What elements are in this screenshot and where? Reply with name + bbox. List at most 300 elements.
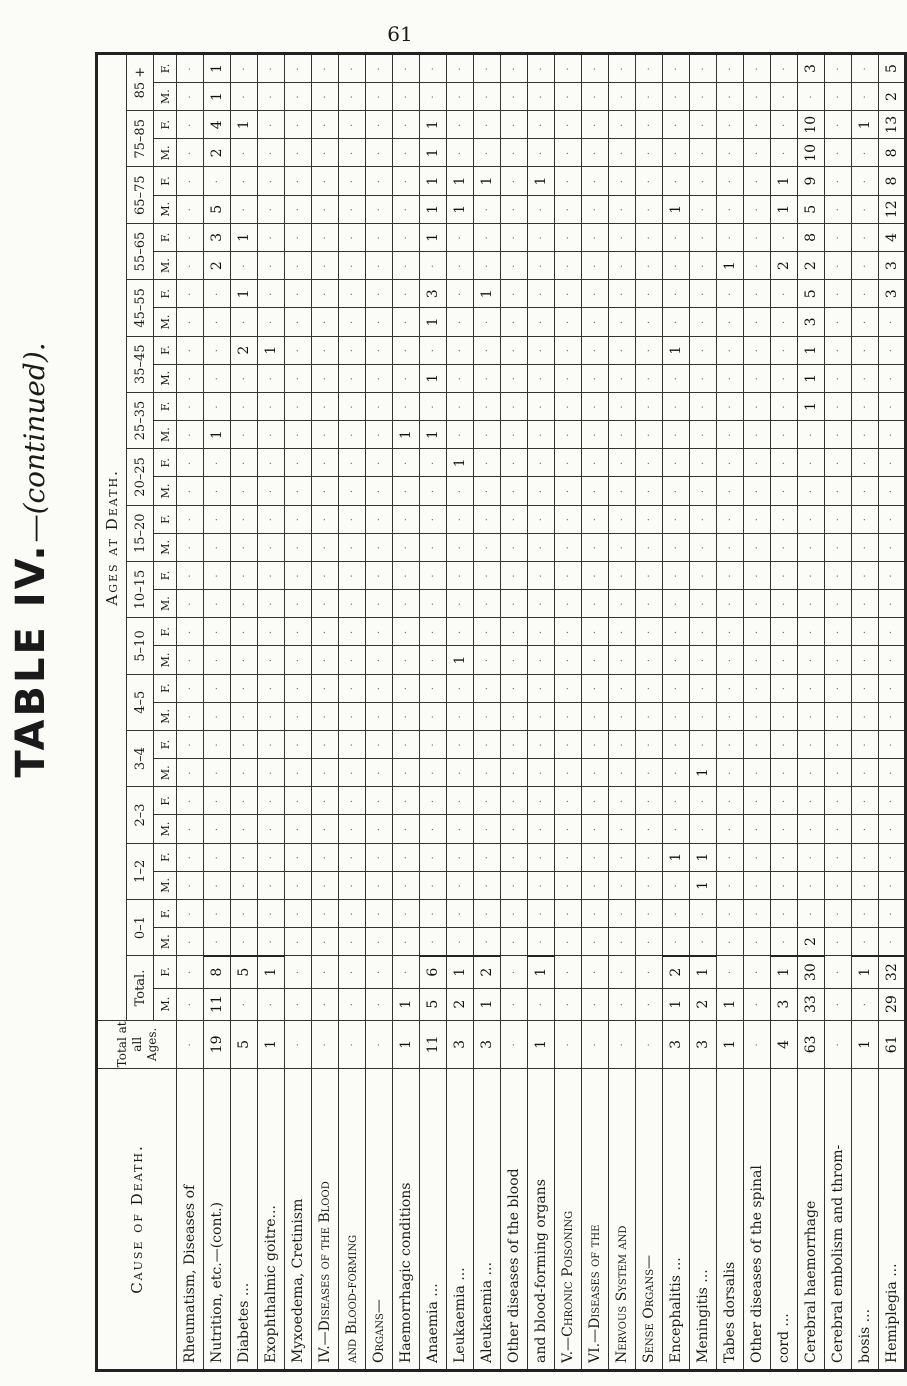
age-male-cell: ·: [609, 82, 636, 110]
age-male-cell: ·: [663, 364, 690, 392]
age-female-cell: ·: [555, 449, 582, 477]
female-header: F.: [154, 674, 177, 702]
age-female-cell: ·: [582, 280, 609, 308]
age-male-cell: ·: [825, 421, 852, 449]
age-female-cell: ·: [582, 111, 609, 139]
age-female-cell: ·: [285, 111, 312, 139]
age-male-cell: ·: [177, 533, 204, 561]
age-female-cell: ·: [771, 618, 798, 646]
age-female-cell: ·: [501, 336, 528, 364]
age-male-cell: ·: [555, 590, 582, 618]
age-female-cell: ·: [825, 899, 852, 927]
age-male-cell: ·: [582, 759, 609, 787]
age-female-cell: ·: [690, 899, 717, 927]
age-female-cell: ·: [366, 54, 393, 83]
age-male-cell: ·: [366, 364, 393, 392]
age-male-cell: ·: [177, 590, 204, 618]
age-female-cell: 1: [690, 843, 717, 871]
age-female-cell: 1: [447, 449, 474, 477]
age-male-cell: ·: [717, 195, 744, 223]
age-female-cell: ·: [312, 449, 339, 477]
age-male-cell: ·: [852, 646, 879, 674]
age-male-cell: ·: [501, 533, 528, 561]
table-row: [231, 54, 258, 1371]
age-male-cell: ·: [447, 252, 474, 280]
age-female-cell: ·: [825, 843, 852, 871]
total-all-ages-cell: 63: [798, 1020, 825, 1068]
age-female-cell: ·: [852, 787, 879, 815]
age-female-cell: ·: [582, 730, 609, 758]
age-female-cell: ·: [555, 674, 582, 702]
age-male-cell: ·: [690, 590, 717, 618]
age-female-cell: ·: [852, 167, 879, 195]
age-female-cell: ·: [555, 111, 582, 139]
age-female-cell: ·: [879, 787, 906, 815]
age-female-cell: ·: [366, 111, 393, 139]
age-female-cell: ·: [717, 449, 744, 477]
total-female-cell: ·: [717, 956, 744, 988]
age-male-cell: ·: [204, 646, 231, 674]
age-female-cell: ·: [447, 223, 474, 251]
age-male-cell: ·: [825, 364, 852, 392]
age-female-cell: ·: [663, 618, 690, 646]
age-range-header: 10–15: [127, 561, 154, 617]
age-female-cell: ·: [501, 167, 528, 195]
total-all-ages-cell: ·: [312, 1020, 339, 1068]
age-female-cell: ·: [258, 730, 285, 758]
age-female-cell: ·: [717, 280, 744, 308]
age-female-cell: ·: [744, 787, 771, 815]
age-female-cell: ·: [690, 336, 717, 364]
age-female-cell: 8: [879, 167, 906, 195]
age-male-cell: ·: [474, 759, 501, 787]
age-male-cell: ·: [879, 702, 906, 730]
cause-cell: Diabetes ...: [231, 1069, 258, 1371]
age-female-cell: ·: [690, 618, 717, 646]
age-male-cell: ·: [177, 646, 204, 674]
age-female-cell: ·: [636, 674, 663, 702]
age-female-cell: ·: [312, 730, 339, 758]
age-male-cell: ·: [717, 533, 744, 561]
total-female-cell: ·: [285, 956, 312, 988]
age-male-cell: ·: [258, 364, 285, 392]
age-male-cell: ·: [528, 759, 555, 787]
age-range-header: 45–55: [127, 280, 154, 336]
table-row: [312, 54, 339, 1371]
age-female-cell: ·: [555, 787, 582, 815]
age-female-cell: ·: [393, 618, 420, 646]
age-female-cell: ·: [285, 730, 312, 758]
age-female-cell: ·: [420, 843, 447, 871]
age-male-cell: ·: [663, 252, 690, 280]
age-male-cell: ·: [744, 421, 771, 449]
age-male-cell: ·: [555, 759, 582, 787]
age-female-cell: ·: [258, 54, 285, 83]
age-female-cell: ·: [258, 223, 285, 251]
age-male-cell: ·: [231, 477, 258, 505]
age-male-cell: 1: [798, 364, 825, 392]
age-male-cell: ·: [636, 928, 663, 956]
age-male-cell: ·: [879, 759, 906, 787]
age-male-cell: ·: [690, 82, 717, 110]
age-female-cell: ·: [258, 449, 285, 477]
age-female-cell: ·: [285, 336, 312, 364]
age-female-cell: ·: [312, 843, 339, 871]
age-male-cell: ·: [879, 871, 906, 899]
age-male-cell: 1: [204, 421, 231, 449]
cause-cell: Other diseases of the spinal: [744, 1069, 771, 1371]
age-male-cell: ·: [177, 195, 204, 223]
age-female-cell: ·: [420, 505, 447, 533]
male-header: M.: [154, 139, 177, 167]
total-male-cell: 1: [474, 988, 501, 1020]
mortality-table: [95, 52, 907, 1372]
age-male-cell: ·: [636, 139, 663, 167]
age-male-cell: ·: [636, 308, 663, 336]
age-male-cell: ·: [744, 759, 771, 787]
total-female-cell: ·: [312, 956, 339, 988]
age-female-cell: 10: [798, 111, 825, 139]
age-female-cell: ·: [825, 449, 852, 477]
age-female-cell: ·: [312, 787, 339, 815]
age-female-cell: 1: [231, 280, 258, 308]
age-male-cell: ·: [258, 421, 285, 449]
age-male-cell: ·: [717, 871, 744, 899]
age-male-cell: ·: [366, 533, 393, 561]
age-female-cell: ·: [879, 392, 906, 420]
age-female-cell: ·: [609, 505, 636, 533]
age-female-cell: ·: [852, 730, 879, 758]
age-male-cell: ·: [717, 421, 744, 449]
age-male-cell: ·: [447, 590, 474, 618]
age-female-cell: ·: [636, 787, 663, 815]
age-female-cell: ·: [204, 843, 231, 871]
age-female-cell: ·: [258, 561, 285, 589]
age-male-cell: ·: [258, 252, 285, 280]
age-female-cell: 4: [204, 111, 231, 139]
age-male-cell: ·: [744, 82, 771, 110]
age-male-cell: ·: [339, 139, 366, 167]
total-male-cell: ·: [636, 988, 663, 1020]
age-female-cell: ·: [798, 561, 825, 589]
age-female-cell: ·: [717, 843, 744, 871]
age-male-cell: ·: [474, 421, 501, 449]
age-female-cell: ·: [177, 392, 204, 420]
age-female-cell: ·: [609, 392, 636, 420]
age-male-cell: ·: [528, 195, 555, 223]
age-female-cell: ·: [501, 223, 528, 251]
total-all-ages-cell: ·: [609, 1020, 636, 1068]
age-range-header: 55–65: [127, 223, 154, 279]
male-header: M.: [154, 988, 177, 1020]
age-male-cell: 1: [420, 195, 447, 223]
age-female-cell: ·: [636, 505, 663, 533]
age-male-cell: ·: [690, 477, 717, 505]
age-male-cell: ·: [312, 590, 339, 618]
age-male-cell: ·: [447, 364, 474, 392]
age-female-cell: ·: [609, 111, 636, 139]
total-all-ages-cell: 1: [258, 1020, 285, 1068]
age-female-cell: ·: [501, 505, 528, 533]
age-range-header: 4–5: [127, 674, 154, 730]
age-male-cell: ·: [717, 477, 744, 505]
age-female-cell: ·: [582, 561, 609, 589]
age-female-cell: 13: [879, 111, 906, 139]
age-female-cell: ·: [339, 843, 366, 871]
age-female-cell: 1: [258, 336, 285, 364]
age-female-cell: ·: [204, 618, 231, 646]
age-male-cell: ·: [447, 815, 474, 843]
age-female-cell: ·: [231, 787, 258, 815]
age-female-cell: ·: [636, 843, 663, 871]
age-male-cell: ·: [771, 928, 798, 956]
age-female-cell: ·: [690, 730, 717, 758]
age-female-cell: ·: [528, 505, 555, 533]
age-male-cell: ·: [501, 308, 528, 336]
age-female-cell: ·: [339, 561, 366, 589]
age-male-cell: 1: [420, 139, 447, 167]
age-male-cell: ·: [447, 82, 474, 110]
age-male-cell: ·: [231, 82, 258, 110]
age-male-cell: ·: [366, 646, 393, 674]
age-female-cell: ·: [177, 787, 204, 815]
age-female-cell: ·: [177, 280, 204, 308]
age-male-cell: ·: [879, 928, 906, 956]
cause-cell: Hemiplegia ...: [879, 1069, 906, 1371]
age-female-cell: ·: [177, 843, 204, 871]
age-female-cell: ·: [717, 223, 744, 251]
age-female-cell: ·: [177, 505, 204, 533]
age-male-cell: ·: [393, 646, 420, 674]
age-male-cell: ·: [285, 477, 312, 505]
age-female-cell: ·: [582, 899, 609, 927]
age-male-cell: 12: [879, 195, 906, 223]
age-male-cell: ·: [312, 928, 339, 956]
age-female-cell: ·: [420, 336, 447, 364]
age-male-cell: ·: [366, 252, 393, 280]
age-female-cell: ·: [609, 787, 636, 815]
age-female-cell: ·: [555, 336, 582, 364]
age-male-cell: ·: [258, 477, 285, 505]
age-male-cell: ·: [285, 139, 312, 167]
age-male-cell: ·: [852, 82, 879, 110]
age-male-cell: ·: [717, 702, 744, 730]
age-female-cell: ·: [420, 787, 447, 815]
age-male-cell: ·: [366, 308, 393, 336]
age-female-cell: ·: [420, 392, 447, 420]
age-female-cell: ·: [393, 167, 420, 195]
age-male-cell: ·: [420, 646, 447, 674]
age-female-cell: ·: [690, 505, 717, 533]
age-female-cell: ·: [339, 280, 366, 308]
age-female-cell: 1: [474, 280, 501, 308]
total-female-cell: 30: [798, 956, 825, 988]
age-female-cell: ·: [744, 505, 771, 533]
age-male-cell: ·: [285, 590, 312, 618]
age-female-cell: ·: [555, 618, 582, 646]
age-male-cell: ·: [528, 82, 555, 110]
age-male-cell: ·: [231, 195, 258, 223]
total-all-ages-cell: 5: [231, 1020, 258, 1068]
age-male-cell: ·: [825, 759, 852, 787]
age-male-cell: ·: [366, 82, 393, 110]
age-male-cell: ·: [231, 815, 258, 843]
total-female-cell: 1: [258, 956, 285, 988]
total-female-cell: 1: [690, 956, 717, 988]
total-male-cell: ·: [582, 988, 609, 1020]
table-row: [528, 54, 555, 1371]
age-female-cell: ·: [879, 561, 906, 589]
age-female-cell: ·: [636, 54, 663, 83]
age-female-cell: ·: [366, 392, 393, 420]
age-male-cell: ·: [717, 139, 744, 167]
age-male-cell: ·: [582, 139, 609, 167]
age-male-cell: ·: [447, 928, 474, 956]
age-female-cell: ·: [339, 787, 366, 815]
age-female-cell: ·: [393, 449, 420, 477]
male-header: M.: [154, 421, 177, 449]
age-male-cell: ·: [636, 421, 663, 449]
age-female-cell: ·: [744, 392, 771, 420]
age-male-cell: ·: [366, 421, 393, 449]
total-female-cell: ·: [177, 956, 204, 988]
age-female-cell: ·: [285, 561, 312, 589]
age-female-cell: ·: [717, 899, 744, 927]
age-male-cell: ·: [825, 590, 852, 618]
age-female-cell: ·: [609, 167, 636, 195]
age-female-cell: ·: [879, 336, 906, 364]
age-female-cell: 1: [663, 843, 690, 871]
age-female-cell: ·: [447, 280, 474, 308]
age-male-cell: ·: [312, 646, 339, 674]
total-male-cell: ·: [744, 988, 771, 1020]
age-female-cell: ·: [474, 730, 501, 758]
age-male-cell: ·: [798, 702, 825, 730]
age-female-cell: ·: [339, 392, 366, 420]
age-male-cell: ·: [609, 252, 636, 280]
total-all-ages-cell: ·: [339, 1020, 366, 1068]
age-female-cell: ·: [366, 730, 393, 758]
age-male-cell: ·: [501, 139, 528, 167]
age-male-cell: ·: [582, 477, 609, 505]
table-row: [771, 54, 798, 1371]
age-female-cell: ·: [366, 505, 393, 533]
age-female-cell: ·: [690, 561, 717, 589]
age-male-cell: ·: [609, 364, 636, 392]
age-range-header: 85 +: [127, 54, 154, 111]
age-female-cell: ·: [555, 54, 582, 83]
age-male-cell: ·: [528, 308, 555, 336]
age-female-cell: ·: [177, 449, 204, 477]
age-male-cell: ·: [744, 139, 771, 167]
age-male-cell: ·: [420, 815, 447, 843]
age-male-cell: ·: [393, 702, 420, 730]
age-female-cell: ·: [609, 223, 636, 251]
age-male-cell: 2: [798, 928, 825, 956]
age-male-cell: ·: [258, 533, 285, 561]
age-female-cell: ·: [771, 899, 798, 927]
age-male-cell: ·: [393, 195, 420, 223]
age-male-cell: ·: [852, 702, 879, 730]
age-female-cell: ·: [420, 899, 447, 927]
age-male-cell: ·: [393, 82, 420, 110]
age-female-cell: ·: [798, 730, 825, 758]
age-female-cell: ·: [609, 280, 636, 308]
age-male-cell: ·: [852, 871, 879, 899]
age-male-cell: ·: [555, 139, 582, 167]
age-male-cell: ·: [582, 533, 609, 561]
age-female-cell: ·: [609, 843, 636, 871]
cause-cell: Myxoedema, Cretinism: [285, 1069, 312, 1371]
age-male-cell: ·: [798, 533, 825, 561]
age-male-cell: ·: [420, 477, 447, 505]
age-female-cell: ·: [393, 899, 420, 927]
total-all-ages-cell: 11: [420, 1020, 447, 1068]
age-male-cell: ·: [582, 82, 609, 110]
age-male-cell: ·: [690, 308, 717, 336]
age-female-cell: ·: [663, 561, 690, 589]
age-female-cell: ·: [366, 336, 393, 364]
age-female-cell: ·: [663, 505, 690, 533]
age-male-cell: ·: [717, 590, 744, 618]
age-female-cell: ·: [798, 674, 825, 702]
age-female-cell: ·: [582, 674, 609, 702]
age-female-cell: ·: [825, 505, 852, 533]
age-male-cell: ·: [771, 477, 798, 505]
age-male-cell: ·: [690, 928, 717, 956]
age-male-cell: ·: [825, 195, 852, 223]
age-male-cell: ·: [393, 364, 420, 392]
age-female-cell: ·: [501, 843, 528, 871]
age-male-cell: ·: [258, 702, 285, 730]
table-row: [798, 54, 825, 1371]
age-male-cell: ·: [609, 533, 636, 561]
female-header: F.: [154, 336, 177, 364]
age-female-cell: ·: [312, 54, 339, 83]
table-row: [285, 54, 312, 1371]
age-female-cell: ·: [528, 336, 555, 364]
age-female-cell: ·: [771, 336, 798, 364]
table-row: [744, 54, 771, 1371]
age-female-cell: ·: [879, 899, 906, 927]
age-male-cell: ·: [393, 815, 420, 843]
age-male-cell: ·: [663, 139, 690, 167]
age-male-cell: ·: [204, 702, 231, 730]
age-male-cell: ·: [177, 421, 204, 449]
age-female-cell: ·: [717, 392, 744, 420]
age-male-cell: ·: [231, 308, 258, 336]
cause-cell: Meningitis ...: [690, 1069, 717, 1371]
total-all-ages-cell: 3: [447, 1020, 474, 1068]
age-female-cell: ·: [744, 449, 771, 477]
age-female-cell: ·: [744, 561, 771, 589]
age-male-cell: ·: [393, 590, 420, 618]
age-female-cell: ·: [717, 111, 744, 139]
table-row: [339, 54, 366, 1371]
age-female-cell: ·: [852, 618, 879, 646]
age-male-cell: ·: [690, 364, 717, 392]
age-female-cell: ·: [690, 111, 717, 139]
age-female-cell: ·: [771, 280, 798, 308]
age-female-cell: ·: [744, 843, 771, 871]
age-female-cell: ·: [582, 505, 609, 533]
age-female-cell: ·: [717, 561, 744, 589]
age-female-cell: ·: [231, 674, 258, 702]
age-female-cell: ·: [312, 111, 339, 139]
age-female-cell: ·: [771, 392, 798, 420]
age-male-cell: ·: [366, 928, 393, 956]
total-all-ages-cell: ·: [285, 1020, 312, 1068]
